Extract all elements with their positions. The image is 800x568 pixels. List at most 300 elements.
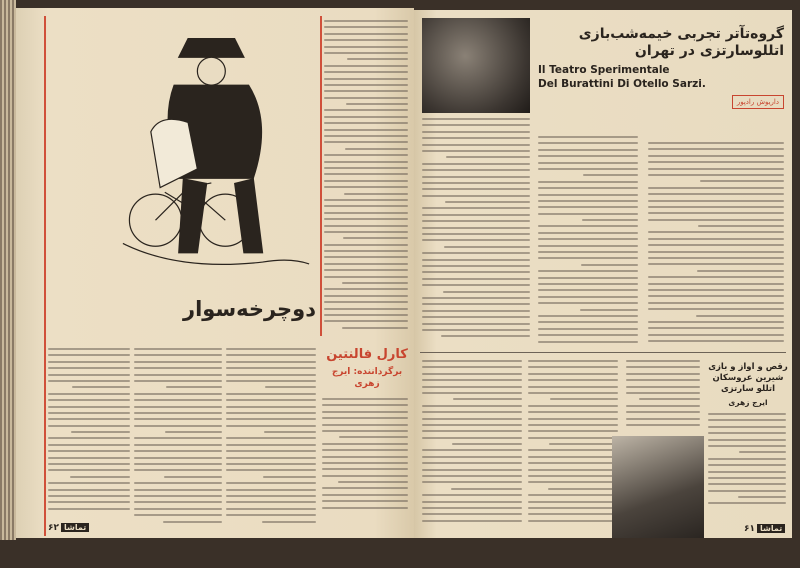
text-line bbox=[48, 437, 130, 439]
text-line bbox=[324, 167, 408, 169]
text-line bbox=[648, 276, 784, 278]
text-line bbox=[324, 173, 408, 175]
text-line bbox=[422, 303, 530, 305]
text-line bbox=[322, 507, 408, 509]
text-line bbox=[134, 482, 222, 484]
text-line bbox=[134, 380, 222, 382]
text-line bbox=[134, 425, 222, 427]
text-line bbox=[134, 354, 222, 356]
text-line bbox=[538, 321, 638, 323]
text-line bbox=[422, 411, 522, 413]
text-line bbox=[324, 250, 408, 252]
puppet-photo bbox=[612, 436, 704, 538]
text-line bbox=[538, 257, 638, 259]
text-line bbox=[626, 360, 700, 362]
text-line bbox=[538, 162, 638, 164]
text-line bbox=[648, 155, 784, 157]
text-line bbox=[324, 90, 408, 92]
text-column bbox=[528, 360, 618, 530]
text-line bbox=[226, 514, 316, 516]
text-line bbox=[324, 84, 408, 86]
text-line bbox=[648, 283, 784, 285]
text-line bbox=[648, 161, 784, 163]
text-line bbox=[134, 501, 222, 503]
text-line bbox=[422, 494, 522, 496]
text-line bbox=[324, 78, 408, 80]
text-line bbox=[48, 501, 130, 503]
text-line bbox=[422, 366, 522, 368]
text-line bbox=[324, 39, 408, 41]
text-line bbox=[324, 109, 408, 111]
text-line bbox=[538, 296, 638, 298]
text-line bbox=[422, 437, 522, 439]
text-line bbox=[648, 244, 784, 246]
text-line bbox=[648, 289, 784, 291]
text-line bbox=[324, 52, 408, 54]
text-line bbox=[422, 430, 522, 432]
text-line bbox=[528, 494, 618, 496]
text-line bbox=[338, 481, 408, 483]
text-line bbox=[48, 412, 130, 414]
text-line bbox=[648, 231, 784, 233]
text-line bbox=[324, 225, 408, 227]
text-line bbox=[324, 276, 408, 278]
page-number: تماشا۶۲ bbox=[48, 523, 89, 533]
text-line bbox=[324, 135, 408, 137]
text-line bbox=[48, 444, 130, 446]
text-line bbox=[538, 283, 638, 285]
article-title: دوچرخه‌سوار bbox=[182, 297, 316, 321]
text-line bbox=[648, 257, 784, 259]
text-line bbox=[648, 340, 784, 342]
text-line bbox=[528, 481, 618, 483]
text-line bbox=[322, 487, 408, 489]
text-line bbox=[528, 437, 618, 439]
text-line bbox=[422, 278, 530, 280]
text-line bbox=[528, 360, 618, 362]
text-line bbox=[422, 323, 530, 325]
text-line bbox=[322, 500, 408, 502]
text-line bbox=[422, 386, 522, 388]
text-line bbox=[324, 20, 408, 22]
text-line bbox=[324, 161, 408, 163]
text-line bbox=[422, 316, 530, 318]
text-line bbox=[226, 418, 316, 420]
text-line bbox=[648, 302, 784, 304]
text-line bbox=[264, 431, 316, 433]
text-line bbox=[582, 219, 638, 221]
text-line bbox=[550, 398, 618, 400]
text-line bbox=[538, 302, 638, 304]
text-line bbox=[48, 469, 130, 471]
text-line bbox=[538, 238, 638, 240]
text-line bbox=[422, 265, 530, 267]
text-column bbox=[422, 118, 530, 348]
text-line bbox=[342, 327, 408, 329]
text-line bbox=[226, 406, 316, 408]
text-line bbox=[538, 225, 638, 227]
text-line bbox=[538, 315, 638, 317]
page-number: تماشا۶۱ bbox=[744, 524, 785, 534]
text-line bbox=[134, 495, 222, 497]
text-line bbox=[322, 462, 408, 464]
magazine-logo: تماشا bbox=[61, 523, 89, 532]
text-line bbox=[134, 508, 222, 510]
headline-persian: گروه‌تآتر تجربی خیمه‌شب‌بازی اتللوسارتزی در تهران bbox=[578, 26, 784, 59]
text-line bbox=[226, 425, 316, 427]
text-line bbox=[528, 520, 618, 522]
text-line bbox=[322, 468, 408, 470]
text-line bbox=[528, 366, 618, 368]
text-line bbox=[538, 270, 638, 272]
text-line bbox=[548, 488, 618, 490]
text-line bbox=[422, 481, 522, 483]
page-stack-edge bbox=[0, 0, 16, 540]
text-line bbox=[445, 201, 530, 203]
text-line bbox=[265, 386, 316, 388]
text-line bbox=[163, 521, 222, 523]
text-line bbox=[48, 508, 130, 510]
text-line bbox=[698, 225, 784, 227]
text-line bbox=[324, 116, 408, 118]
text-line bbox=[324, 46, 408, 48]
text-line bbox=[422, 373, 522, 375]
text-line bbox=[648, 334, 784, 336]
text-line bbox=[322, 424, 408, 426]
sub-byline: ایرج زهری bbox=[728, 398, 768, 407]
text-line bbox=[626, 366, 700, 368]
text-line bbox=[226, 437, 316, 439]
text-line bbox=[226, 495, 316, 497]
text-line bbox=[344, 193, 408, 195]
text-line bbox=[324, 320, 408, 322]
text-line bbox=[134, 406, 222, 408]
magazine-logo: تماشا bbox=[757, 524, 785, 533]
text-line bbox=[324, 244, 408, 246]
text-line bbox=[134, 437, 222, 439]
text-line bbox=[738, 496, 786, 498]
text-line bbox=[538, 194, 638, 196]
text-line bbox=[422, 271, 530, 273]
text-line bbox=[538, 168, 638, 170]
text-line bbox=[708, 445, 786, 447]
text-line bbox=[48, 495, 130, 497]
text-line bbox=[48, 361, 130, 363]
text-line bbox=[226, 469, 316, 471]
text-line bbox=[648, 295, 784, 297]
text-line bbox=[538, 277, 638, 279]
text-line bbox=[72, 386, 130, 388]
text-line bbox=[422, 176, 530, 178]
text-line bbox=[444, 246, 530, 248]
text-line bbox=[322, 398, 408, 400]
text-line bbox=[262, 521, 316, 523]
text-line bbox=[48, 418, 130, 420]
text-line bbox=[648, 238, 784, 240]
text-column bbox=[708, 413, 786, 513]
text-line bbox=[422, 182, 530, 184]
text-line bbox=[346, 103, 408, 105]
text-line bbox=[528, 462, 618, 464]
text-line bbox=[528, 424, 618, 426]
text-line bbox=[696, 315, 784, 317]
text-line bbox=[134, 367, 222, 369]
headline-italian-2: Del Burattini Di Otello Sarzi. bbox=[538, 78, 706, 90]
text-line bbox=[626, 386, 700, 388]
text-line bbox=[422, 449, 522, 451]
text-line bbox=[422, 329, 530, 331]
text-line bbox=[324, 263, 408, 265]
text-line bbox=[580, 309, 638, 311]
text-line bbox=[422, 379, 522, 381]
text-line bbox=[226, 450, 316, 452]
cyclist-illustration bbox=[116, 20, 316, 290]
text-line bbox=[324, 122, 408, 124]
text-line bbox=[422, 405, 522, 407]
text-line bbox=[422, 252, 530, 254]
text-line bbox=[134, 393, 222, 395]
text-line bbox=[708, 419, 786, 421]
text-line bbox=[528, 405, 618, 407]
text-column bbox=[134, 348, 222, 528]
text-line bbox=[538, 334, 638, 336]
text-line bbox=[226, 457, 316, 459]
text-line bbox=[342, 282, 408, 284]
text-line bbox=[708, 477, 786, 479]
sub-article-block bbox=[708, 362, 788, 522]
text-line bbox=[528, 507, 618, 509]
text-line bbox=[446, 156, 530, 158]
text-line bbox=[134, 361, 222, 363]
text-line bbox=[134, 457, 222, 459]
text-line bbox=[226, 367, 316, 369]
text-line bbox=[324, 180, 408, 182]
text-line bbox=[626, 379, 700, 381]
text-line bbox=[322, 443, 408, 445]
text-line bbox=[322, 475, 408, 477]
text-line bbox=[422, 507, 522, 509]
text-line bbox=[422, 239, 530, 241]
text-line bbox=[134, 469, 222, 471]
text-line bbox=[538, 232, 638, 234]
text-line bbox=[528, 475, 618, 477]
text-line bbox=[322, 417, 408, 419]
text-line bbox=[422, 169, 530, 171]
text-column bbox=[648, 142, 784, 348]
text-line bbox=[263, 476, 316, 478]
text-line bbox=[538, 251, 638, 253]
left-page bbox=[16, 8, 414, 538]
text-line bbox=[324, 256, 408, 258]
text-line bbox=[538, 341, 638, 343]
byline-box: داریوش رادپور bbox=[732, 95, 784, 109]
text-line bbox=[48, 482, 130, 484]
text-line bbox=[324, 288, 408, 290]
text-line bbox=[708, 432, 786, 434]
text-line bbox=[422, 163, 530, 165]
text-line bbox=[48, 425, 130, 427]
text-line bbox=[648, 142, 784, 144]
text-line bbox=[422, 118, 530, 120]
text-line bbox=[583, 174, 638, 176]
text-line bbox=[164, 476, 222, 478]
text-line bbox=[134, 444, 222, 446]
text-line bbox=[581, 264, 638, 266]
text-line bbox=[48, 457, 130, 459]
text-line bbox=[324, 26, 408, 28]
text-line bbox=[324, 154, 408, 156]
text-line bbox=[422, 188, 530, 190]
text-line bbox=[708, 464, 786, 466]
right-page bbox=[414, 10, 792, 538]
text-line bbox=[422, 220, 530, 222]
text-line bbox=[528, 513, 618, 515]
text-line bbox=[422, 424, 522, 426]
text-line bbox=[226, 463, 316, 465]
text-line bbox=[324, 199, 408, 201]
text-line bbox=[422, 131, 530, 133]
text-line bbox=[538, 187, 638, 189]
text-line bbox=[134, 463, 222, 465]
text-line bbox=[343, 237, 408, 239]
text-line bbox=[422, 475, 522, 477]
text-line bbox=[528, 373, 618, 375]
text-line bbox=[345, 148, 408, 150]
margin-rule bbox=[44, 16, 46, 536]
text-line bbox=[538, 142, 638, 144]
text-line bbox=[453, 398, 522, 400]
text-line bbox=[226, 482, 316, 484]
text-line bbox=[226, 508, 316, 510]
column-rule bbox=[320, 16, 322, 336]
text-line bbox=[324, 314, 408, 316]
text-line bbox=[443, 291, 530, 293]
text-line bbox=[48, 450, 130, 452]
text-line bbox=[648, 168, 784, 170]
text-line bbox=[648, 321, 784, 323]
text-line bbox=[648, 200, 784, 202]
text-line bbox=[226, 361, 316, 363]
text-line bbox=[422, 297, 530, 299]
text-line bbox=[538, 328, 638, 330]
text-line bbox=[165, 431, 222, 433]
text-line bbox=[134, 418, 222, 420]
text-column bbox=[538, 136, 638, 348]
text-line bbox=[134, 399, 222, 401]
text-line bbox=[48, 374, 130, 376]
text-line bbox=[422, 310, 530, 312]
text-line bbox=[538, 206, 638, 208]
text-line bbox=[639, 398, 700, 400]
text-line bbox=[528, 456, 618, 458]
text-line bbox=[422, 462, 522, 464]
text-line bbox=[422, 214, 530, 216]
text-line bbox=[226, 399, 316, 401]
text-line bbox=[422, 284, 530, 286]
text-line bbox=[226, 374, 316, 376]
text-line bbox=[648, 263, 784, 265]
text-line bbox=[324, 65, 408, 67]
text-line bbox=[339, 436, 408, 438]
text-line bbox=[324, 33, 408, 35]
text-line bbox=[452, 443, 522, 445]
text-line bbox=[648, 193, 784, 195]
text-line bbox=[538, 245, 638, 247]
text-line bbox=[528, 392, 618, 394]
text-line bbox=[626, 405, 700, 407]
text-line bbox=[708, 471, 786, 473]
text-line bbox=[48, 489, 130, 491]
text-line bbox=[48, 367, 130, 369]
text-line bbox=[528, 449, 618, 451]
text-line bbox=[324, 269, 408, 271]
text-line bbox=[538, 289, 638, 291]
text-line bbox=[422, 392, 522, 394]
text-line bbox=[528, 469, 618, 471]
text-line bbox=[322, 404, 408, 406]
text-line bbox=[528, 379, 618, 381]
text-line bbox=[422, 456, 522, 458]
text-line bbox=[71, 431, 130, 433]
text-line bbox=[324, 308, 408, 310]
text-line bbox=[226, 489, 316, 491]
text-column bbox=[322, 398, 408, 518]
headline-italian-1: Il Teatro Sperimentale bbox=[538, 64, 670, 76]
text-line bbox=[166, 386, 222, 388]
text-line bbox=[648, 187, 784, 189]
text-line bbox=[422, 137, 530, 139]
text-line bbox=[538, 181, 638, 183]
text-line bbox=[708, 439, 786, 441]
text-line bbox=[538, 213, 638, 215]
text-line bbox=[322, 456, 408, 458]
headline-block bbox=[538, 26, 784, 109]
section-divider bbox=[420, 352, 786, 353]
text-line bbox=[648, 327, 784, 329]
text-line bbox=[226, 393, 316, 395]
text-line bbox=[422, 207, 530, 209]
text-line bbox=[648, 308, 784, 310]
text-line bbox=[134, 412, 222, 414]
puppets-photo bbox=[422, 18, 530, 113]
text-line bbox=[226, 444, 316, 446]
text-line bbox=[422, 195, 530, 197]
text-line bbox=[528, 501, 618, 503]
text-line bbox=[322, 449, 408, 451]
text-column bbox=[324, 20, 408, 338]
text-line bbox=[324, 301, 408, 303]
text-line bbox=[226, 348, 316, 350]
text-line bbox=[708, 458, 786, 460]
text-line bbox=[708, 490, 786, 492]
text-line bbox=[708, 426, 786, 428]
text-line bbox=[48, 399, 130, 401]
text-line bbox=[422, 233, 530, 235]
text-line bbox=[549, 443, 618, 445]
text-line bbox=[648, 174, 784, 176]
text-line bbox=[422, 360, 522, 362]
text-line bbox=[226, 354, 316, 356]
author-block bbox=[322, 346, 412, 531]
text-line bbox=[324, 218, 408, 220]
text-line bbox=[48, 354, 130, 356]
text-line bbox=[324, 231, 408, 233]
text-line bbox=[347, 58, 408, 60]
text-line bbox=[648, 206, 784, 208]
text-line bbox=[697, 270, 784, 272]
text-line bbox=[322, 494, 408, 496]
text-line bbox=[538, 149, 638, 151]
